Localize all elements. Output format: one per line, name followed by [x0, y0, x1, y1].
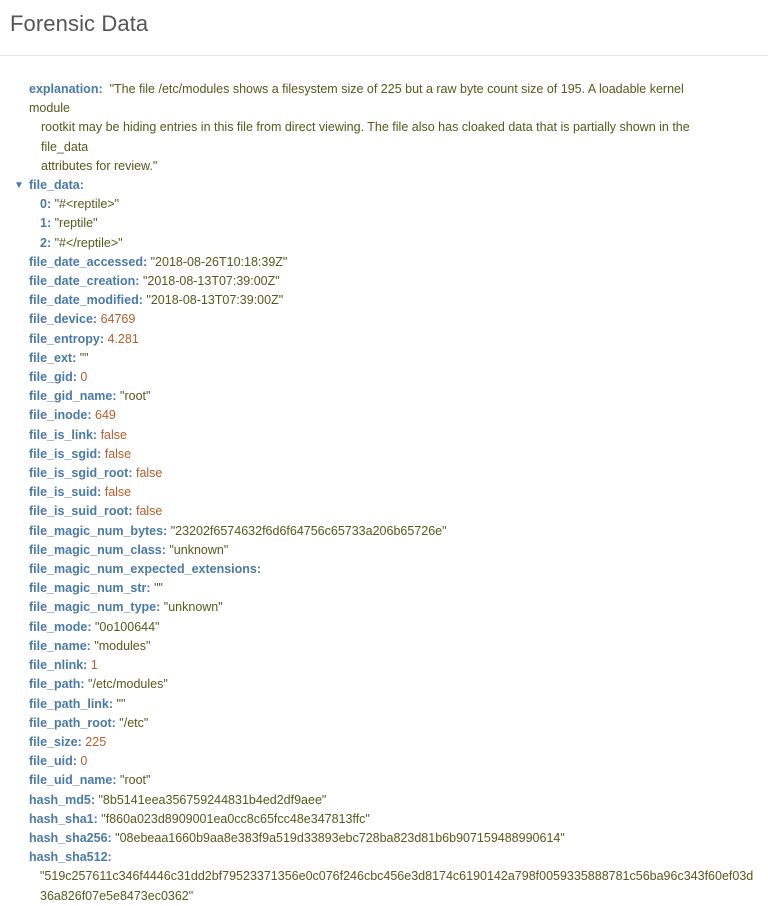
tree-key: file_name:: [29, 638, 91, 653]
tree-key: file_magic_num_class:: [29, 542, 166, 557]
tree-row: [0, 272, 768, 291]
tree-key: file_ext:: [29, 350, 77, 365]
tree-key: file_gid:: [29, 370, 77, 385]
tree-row: [0, 598, 768, 617]
tree-key: explanation:: [29, 82, 103, 96]
tree-value: "reptile": [54, 216, 98, 231]
tree-value: "/etc": [119, 715, 149, 730]
tree-value: false: [100, 427, 127, 442]
tree-row: [0, 310, 768, 329]
tree-key: 1:: [40, 216, 52, 231]
tree-key: file_size:: [29, 734, 82, 749]
tree-value: "": [116, 696, 126, 711]
tree-key: file_entropy:: [29, 331, 105, 346]
file-data-item: [0, 234, 768, 253]
tree-row: [0, 714, 768, 733]
tree-row: [0, 810, 768, 829]
tree-row: [0, 368, 768, 387]
tree-key: file_is_link:: [29, 427, 98, 442]
tree-value: false: [135, 466, 163, 481]
tree-value-cont: attributes for review.": [41, 158, 158, 173]
tree-row: [0, 330, 768, 349]
tree-key: file_path:: [29, 677, 85, 692]
tree-row: [0, 291, 768, 310]
tree-value: 4.281: [107, 331, 139, 346]
tree-value: 0: [80, 754, 88, 769]
file-data-children: [0, 195, 768, 253]
tree-value: "f860a023d8909001ea0cc8c65fcc48e347813ffc": [101, 811, 370, 826]
tree-key: 0:: [40, 197, 52, 212]
tree-key: hash_sha1:: [29, 811, 98, 826]
tree-value: 0: [80, 370, 88, 385]
tree-row-hash-sha512: [0, 848, 768, 867]
tree-value: false: [104, 446, 132, 461]
tree-value: false: [135, 504, 163, 519]
tree-key: file_uid:: [29, 754, 77, 769]
tree-key: file_nlink:: [29, 658, 88, 673]
tree-row: [0, 464, 768, 483]
tree-value: "23202f6574632f6d6f64756c65733a206b65726e": [170, 523, 447, 538]
tree-value: "unknown": [163, 600, 223, 615]
forensic-tree: [0, 56, 768, 906]
tree-value: "08ebeaa1660b9aa8e383f9a519d33893ebc728ba823d81b6b907159488990614": [115, 830, 565, 845]
tree-value: "modules": [94, 638, 151, 653]
tree-row: [0, 426, 768, 445]
tree-row: [0, 695, 768, 714]
tree-value: "8b5141eea356759244831b4ed2df9aee": [98, 792, 327, 807]
tree-value: false: [104, 485, 132, 500]
tree-key: file_device:: [29, 312, 98, 327]
tree-key: 2:: [40, 235, 52, 250]
tree-value: 649: [95, 408, 116, 423]
tree-key: file_uid_name:: [29, 773, 117, 788]
tree-key: file_date_creation:: [29, 274, 140, 289]
tree-row: [0, 675, 768, 694]
tree-key: hash_md5:: [29, 792, 95, 807]
tree-row: [0, 752, 768, 771]
tree-key: file_is_suid:: [29, 485, 102, 500]
tree-value: "": [79, 350, 89, 365]
tree-value: "519c257611c346f4446c31dd2bf79523371356e0c076f246cbc456e3d8174c6190142a798f0059335888781c56ba96c343f60ef03d36a826f07e5e8473ec0362": [40, 869, 754, 903]
tree-value-cont: rootkit may be hiding entries in this file from direct viewing. The file also has cloaked data that is partially shown in the file_data: [41, 120, 690, 154]
tree-key: file_date_modified:: [29, 293, 143, 308]
tree-value: "": [154, 581, 163, 596]
tree-row: [0, 387, 768, 406]
tree-key: file_magic_num_type:: [29, 600, 161, 615]
tree-value: "The file /etc/modules shows a filesystem size of 225 but a raw byte count size of 195. A loadable kernel module: [29, 82, 684, 116]
tree-value: "2018-08-13T07:39:00Z": [146, 293, 284, 308]
tree-row-hash-sha512-value: [0, 867, 768, 905]
tree-row: [0, 656, 768, 675]
tree-row: [0, 791, 768, 810]
tree-row: [0, 829, 768, 848]
page-header: [0, 0, 768, 56]
tree-value: "root": [120, 773, 151, 788]
tree-row: [0, 502, 768, 521]
tree-key: file_path_root:: [29, 715, 116, 730]
tree-row: [0, 771, 768, 790]
tree-row: [0, 406, 768, 425]
tree-key: file_magic_num_str:: [29, 581, 151, 596]
tree-row: [0, 541, 768, 560]
tree-value: "/etc/modules": [88, 677, 168, 692]
tree-value: 64769: [100, 312, 136, 327]
tree-value: 1: [90, 658, 98, 673]
tree-key: file_mode:: [29, 619, 92, 634]
tree-row: [0, 349, 768, 368]
tree-row: [0, 483, 768, 502]
tree-row-explanation: [0, 80, 768, 176]
tree-value: "0o100644": [95, 619, 160, 634]
tree-key: file_path_link:: [29, 696, 114, 711]
tree-key: file_date_accessed:: [29, 254, 148, 269]
tree-key: file_gid_name:: [29, 389, 117, 404]
file-data-item: [0, 214, 768, 233]
tree-row: [0, 618, 768, 637]
tree-value: "unknown": [169, 542, 229, 557]
tree-row: [0, 253, 768, 272]
tree-key: file_is_sgid_root:: [29, 466, 133, 481]
tree-key: file_is_sgid:: [29, 446, 102, 461]
tree-key: file_data:: [29, 178, 84, 193]
tree-row: [0, 637, 768, 656]
tree-value: "#</reptile>": [54, 235, 123, 250]
tree-row: [0, 733, 768, 752]
tree-value: "#<reptile>": [54, 197, 120, 212]
tree-key: file_magic_num_expected_extensions:: [29, 562, 262, 577]
tree-key: file_is_suid_root:: [29, 504, 133, 519]
tree-key: file_magic_num_bytes:: [29, 523, 168, 538]
tree-fields: [0, 253, 768, 848]
tree-value: "2018-08-26T10:18:39Z": [150, 254, 288, 269]
triangle-down-icon[interactable]: ▼: [14, 180, 24, 192]
tree-row: [0, 522, 768, 541]
tree-value: "2018-08-13T07:39:00Z": [142, 274, 280, 289]
tree-row: [0, 560, 768, 579]
tree-key: file_inode:: [29, 408, 92, 423]
tree-value: "root": [120, 389, 151, 404]
tree-key: hash_sha256:: [29, 830, 112, 845]
tree-value: 225: [85, 734, 107, 749]
file-data-item: [0, 195, 768, 214]
tree-key: hash_sha512:: [29, 850, 112, 865]
page-title: Forensic Data: [10, 11, 149, 36]
tree-row: [0, 579, 768, 598]
tree-row: [0, 445, 768, 464]
tree-row-file-data[interactable]: [0, 176, 768, 195]
